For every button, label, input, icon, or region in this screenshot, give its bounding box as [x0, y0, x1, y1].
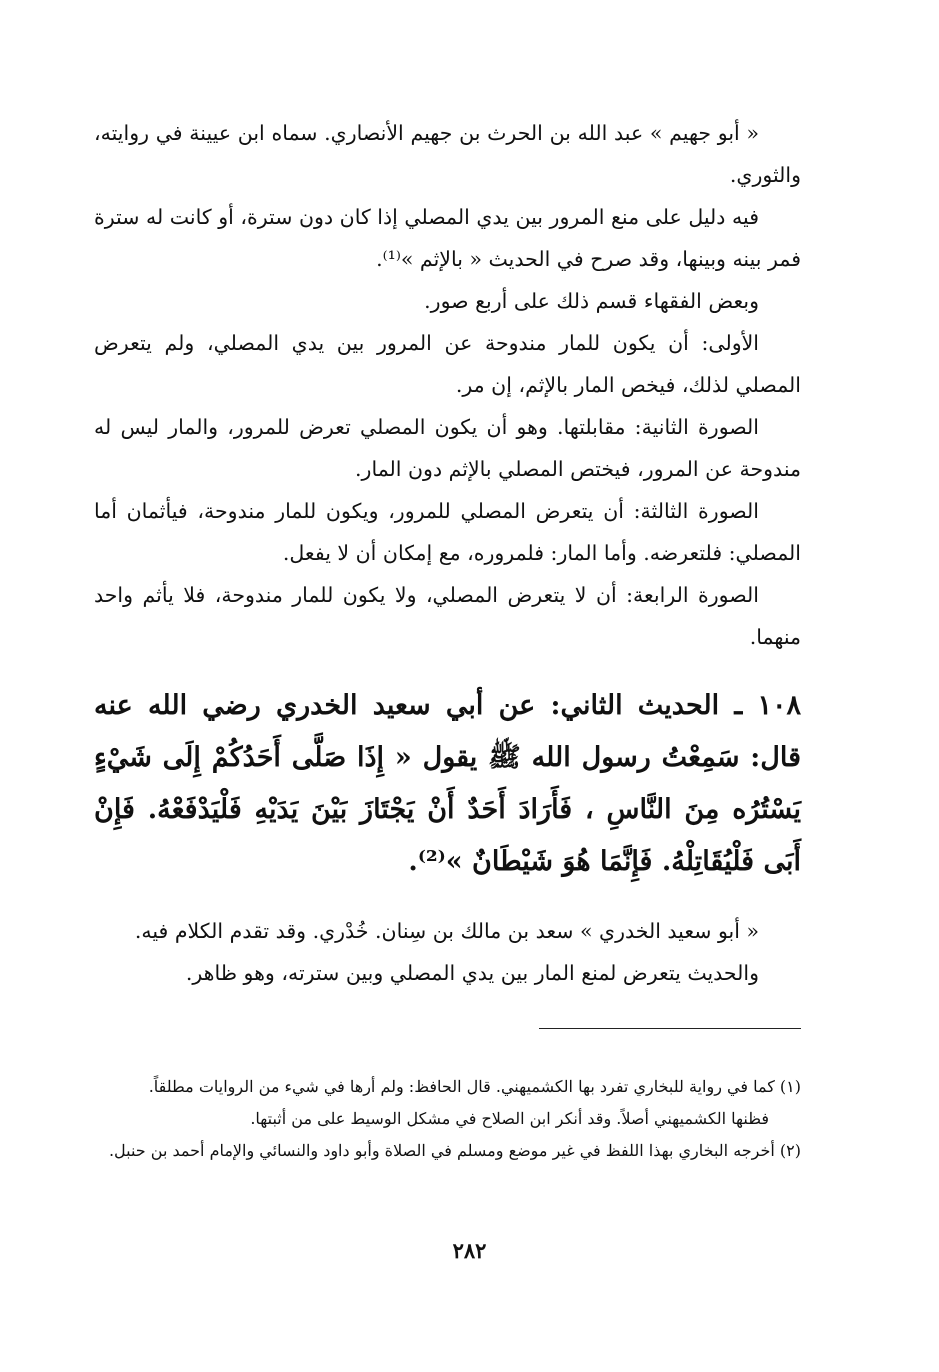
paragraph-case-two: الصورة الثانية: مقابلتها. وهو أن يكون المصلي تعرض للمرور، والمار ليس له مندوحة عن المرور، فيختص المصلي بالإثم دون المار. — [94, 415, 801, 481]
footnote-separator — [539, 1028, 801, 1029]
footnote-1-line-2: فظنها الكشميهني أصلاً. وقد أنكر ابن الصلاح في مشكل الوسيط على من أثبتها. — [250, 1109, 769, 1128]
footnote-1-line-1: (١) كما في رواية للبخاري تفرد بها الكشميهني. قال الحافظ: ولم أرها في شيء من الروايات مطلقاً. — [148, 1077, 801, 1096]
hadith-commentary — [94, 910, 801, 994]
paragraph-narrator-abu-juhaym: « أبو جهيم » عبد الله بن الحرث بن جهيم الأنصاري. سماه ابن عيينة في روايته، والثوري. — [94, 121, 801, 187]
commentary-section — [94, 112, 801, 658]
paragraph-evidence: فيه دليل على منع المرور بين يدي المصلي إذا كان دون سترة، أو كانت له سترة فمر بينه وبينها، وقد صرح في الحديث « بالإثم »⁽¹⁾. — [94, 205, 801, 271]
footnote-2: (٢) أخرجه البخاري بهذا اللفظ في غير موضع ومسلم في الصلاة وأبو داود والنسائي والإمام أحمد بن حنبل. — [108, 1141, 801, 1160]
paragraph-case-three: الصورة الثالثة: أن يتعرض المصلي للمرور، ويكون للمار مندوحة، فيأثمان أما المصلي: فلتعرضه. وأما المار: فلمروره، مع إمكان أن لا يفعل. — [94, 499, 801, 565]
hadith-text: ١٠٨ ـ الحديث الثاني: عن أبي سعيد الخدري رضي الله عنه قال: سَمِعْتُ رسول الله ﷺ يقول « إِذَا صَلَّى أَحَدُكُمْ إِلَى شَيْءٍ يَسْتُرُه مِنَ النَّاسِ ، فَأَرَادَ أَحَدٌ أَنْ يَجْتَازَ بَيْنَ يَدَيْهِ فَلْيَدْفَعْهُ. فَإِنْ أَبَى فَلْيُقَاتِلْهُ. فَإِنَّمَا هُوَ شَيْطَانٌ »⁽²⁾. — [94, 690, 801, 877]
page-number: ٢٨٢ — [452, 1238, 487, 1263]
paragraph-hadith-meaning: والحديث يتعرض لمنع المار بين يدي المصلي وبين سترته، وهو ظاهر. — [185, 961, 759, 985]
footnotes — [94, 1071, 801, 1167]
paragraph-narrator-abu-said: « أبو سعيد الخدري » سعد بن مالك بن سِنان. خُدْري. وقد تقدم الكلام فيه. — [134, 919, 759, 943]
paragraph-case-four: الصورة الرابعة: أن لا يتعرض المصلي، ولا يكون للمار مندوحة، فلا يأثم واحد منهما. — [94, 583, 801, 649]
paragraph-four-cases-intro: وبعض الفقهاء قسم ذلك على أربع صور. — [424, 289, 759, 313]
paragraph-case-one: الأولى: أن يكون للمار مندوحة عن المرور بين يدي المصلي، ولم يتعرض المصلي لذلك، فيخص المار بالإثم، إن مر. — [94, 331, 801, 397]
footnote-separator-wrap — [94, 1028, 801, 1029]
hadith-section — [94, 680, 801, 888]
